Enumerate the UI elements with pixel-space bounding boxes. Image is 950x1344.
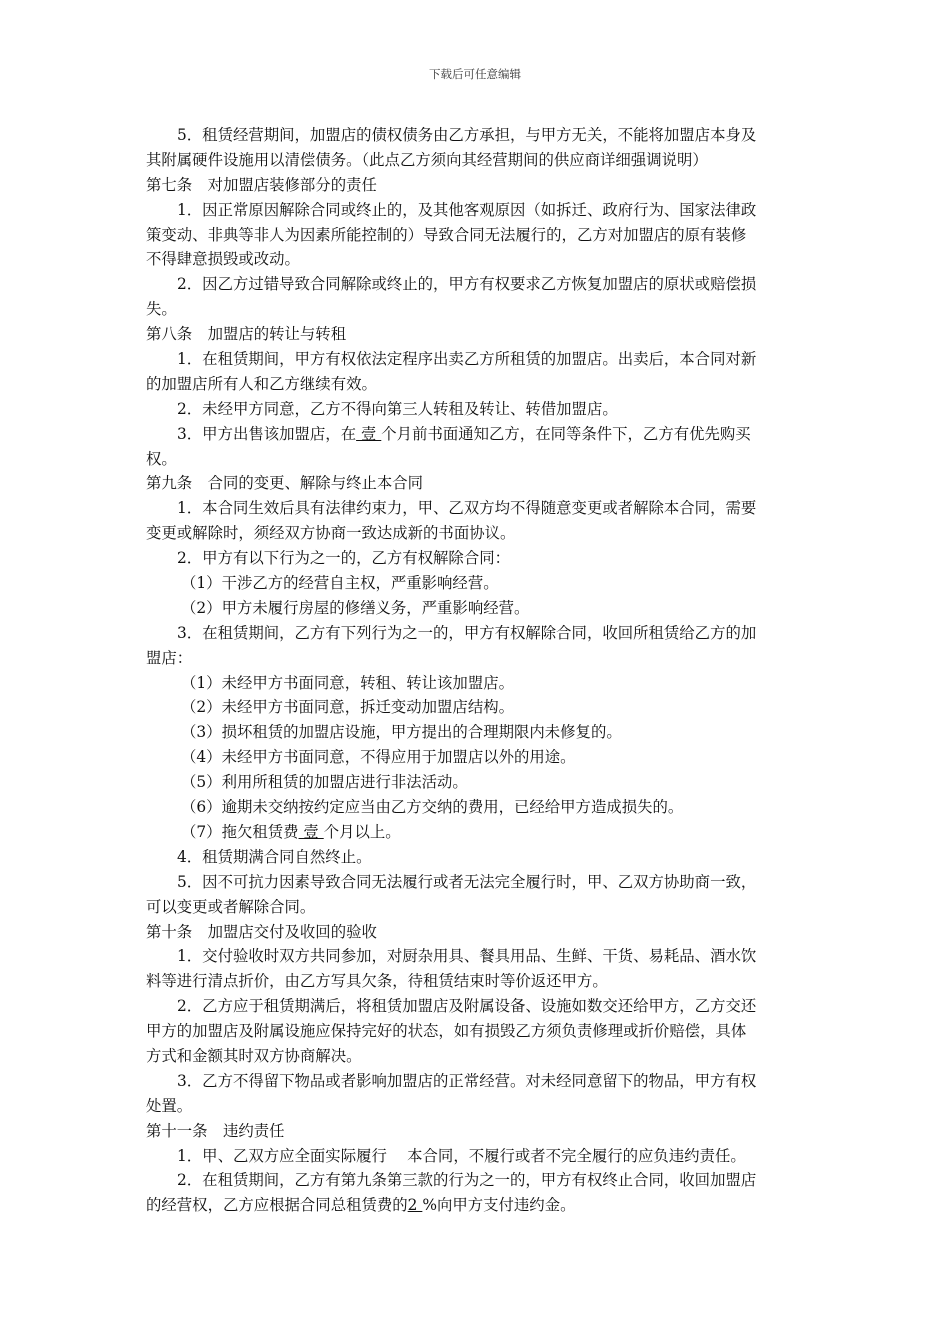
text-line (146, 969, 806, 994)
text-line (146, 745, 806, 770)
text-segment: （1）干涉乙方的经营自主权，严重影响经营。 (181, 574, 499, 593)
text-line (146, 422, 806, 447)
text-line (146, 272, 806, 297)
text-line (146, 944, 806, 969)
text-line (146, 870, 806, 895)
text-segment: 的加盟店所有人和乙方继续有效。 (146, 374, 377, 393)
text-segment: %向甲方支付违约金。 (422, 1196, 576, 1215)
text-segment: 2．未经甲方同意，乙方不得向第三人转租及转让、转借加盟店。 (177, 399, 618, 418)
text-segment: 2．乙方应于租赁期满后，将租赁加盟店及附属设备、设施如数交还给甲方，乙方交还 (177, 997, 757, 1016)
text-segment: （6）逾期未交纳按约定应当由乙方交纳的费用，已经给甲方造成损失的。 (181, 798, 684, 817)
text-segment: 2．甲方有以下行为之一的，乙方有权解除合同： (177, 549, 510, 568)
text-line (146, 895, 806, 920)
text-segment: （3）损坏租赁的加盟店设施，甲方提出的合理期限内未修复的。 (181, 723, 622, 742)
text-line (146, 770, 806, 795)
text-segment: 1．交付验收时双方共同参加，对厨杂用具、餐具用品、生鲜、干货、易耗品、酒水饮 (177, 947, 757, 966)
text-segment: 第九条 合同的变更、解除与终止本合同 (146, 474, 424, 493)
text-line (146, 695, 806, 720)
text-segment: 2．在租赁期间，乙方有第九条第三款的行为之一的，甲方有权终止合同，收回加盟店 (177, 1171, 757, 1190)
text-line (146, 123, 806, 148)
text-line (146, 720, 806, 745)
text-segment: （4）未经甲方书面同意，不得应用于加盟店以外的用途。 (181, 748, 576, 767)
text-segment: 的经营权，乙方应根据合同总租赁费的 (146, 1196, 408, 1215)
text-line (146, 1044, 806, 1069)
text-line (146, 1144, 806, 1169)
text-line (146, 397, 806, 422)
text-line (146, 521, 806, 546)
text-segment: 方式和金额其时双方协商解决。 (146, 1046, 362, 1065)
text-segment: 3．乙方不得留下物品或者影响加盟店的正常经营。对未经同意留下的物品，甲方有权 (177, 1071, 757, 1090)
text-line (146, 795, 806, 820)
text-line (146, 471, 806, 496)
text-line (146, 994, 806, 1019)
text-line (146, 820, 806, 845)
text-line (146, 571, 806, 596)
text-segment: 甲方的加盟店及附属设施应保持完好的状态，如有损毁乙方须负责修理或折价赔偿，具体 (146, 1022, 747, 1041)
text-segment: 第八条 加盟店的转让与转租 (146, 325, 347, 344)
text-line (146, 920, 806, 945)
text-line (146, 671, 806, 696)
page-header: 下载后可任意编辑 (429, 67, 521, 81)
text-segment: 料等进行清点折价，由乙方写具欠条，待租赁结束时等价返还甲方。 (146, 972, 608, 991)
text-line (146, 646, 806, 671)
text-segment: 1．本合同生效后具有法律约束力，甲、乙双方均不得随意变更或者解除本合同，需要 (177, 499, 757, 518)
text-line (146, 1069, 806, 1094)
text-line (146, 447, 806, 472)
text-segment: 3．在租赁期间，乙方有下列行为之一的，甲方有权解除合同，收回所租赁给乙方的加 (177, 623, 757, 642)
text-line (146, 546, 806, 571)
text-segment: （7）拖欠租赁费 (181, 822, 299, 841)
text-line (146, 322, 806, 347)
text-segment: 1．甲、乙双方应全面实际履行 本合同，不履行或者不完全履行的应负违约责任。 (177, 1146, 746, 1165)
text-segment: 个月前书面通知乙方，在同等条件下，乙方有优先购买 (381, 424, 751, 443)
text-segment: 处置。 (146, 1096, 193, 1115)
text-segment: 第七条 对加盟店装修部分的责任 (146, 175, 377, 194)
fill-in-blank: 壹 (298, 822, 324, 841)
text-segment: （1）未经甲方书面同意，转租、转让该加盟店。 (181, 673, 514, 692)
text-segment: 其附属硬件设施用以清偿债务。（此点乙方须向其经营期间的供应商详细强调说明） (146, 150, 708, 169)
text-segment: 第十条 加盟店交付及收回的验收 (146, 922, 377, 941)
fill-in-blank: 壹 (356, 424, 382, 443)
text-line (146, 1094, 806, 1119)
document-body (146, 123, 806, 1218)
text-segment: 5．因不可抗力因素导致合同无法履行或者无法完全履行时，甲、乙双方协助商一致， (177, 872, 757, 891)
text-segment: 失。 (146, 300, 177, 319)
text-line (146, 1019, 806, 1044)
text-segment: 盟店： (146, 648, 193, 667)
text-line (146, 223, 806, 248)
text-line (146, 347, 806, 372)
text-line (146, 496, 806, 521)
text-segment: 可以变更或者解除合同。 (146, 897, 316, 916)
text-line (146, 148, 806, 173)
text-segment: 不得肆意损毁或改动。 (146, 250, 300, 269)
text-segment: 变更或解除时，须经双方协商一致达成新的书面协议。 (146, 524, 516, 543)
text-segment: 3．甲方出售该加盟店，在 (177, 424, 357, 443)
text-line (146, 297, 806, 322)
text-line (146, 1168, 806, 1193)
text-segment: （2）甲方未履行房屋的修缮义务，严重影响经营。 (181, 598, 530, 617)
text-line (146, 198, 806, 223)
text-segment: 策变动、非典等非人为因素所能控制的）导致合同无法履行的，乙方对加盟店的原有装修 (146, 225, 747, 244)
text-line (146, 1119, 806, 1144)
text-line (146, 247, 806, 272)
text-segment: （5）利用所租赁的加盟店进行非法活动。 (181, 773, 468, 792)
text-segment: 1．在租赁期间，甲方有权依法定程序出卖乙方所租赁的加盟店。出卖后，本合同对新 (177, 350, 757, 369)
fill-in-blank: 2 (407, 1196, 423, 1215)
text-segment: 第十一条 违约责任 (146, 1121, 285, 1140)
text-line (146, 372, 806, 397)
text-segment: 权。 (146, 449, 177, 468)
text-segment: （2）未经甲方书面同意，拆迁变动加盟店结构。 (181, 698, 514, 717)
text-segment: 5．租赁经营期间，加盟店的债权债务由乙方承担，与甲方无关，不能将加盟店本身及 (177, 126, 757, 144)
text-line (146, 1193, 806, 1218)
text-segment: 2．因乙方过错导致合同解除或终止的，甲方有权要求乙方恢复加盟店的原状或赔偿损 (177, 275, 757, 294)
text-line (146, 596, 806, 621)
text-segment: 个月以上。 (323, 822, 401, 841)
text-line (146, 173, 806, 198)
text-segment: 1．因正常原因解除合同或终止的，及其他客观原因（如拆迁、政府行为、国家法律政 (177, 200, 757, 219)
text-line (146, 845, 806, 870)
text-segment: 4．租赁期满合同自然终止。 (177, 847, 372, 866)
text-line (146, 621, 806, 646)
